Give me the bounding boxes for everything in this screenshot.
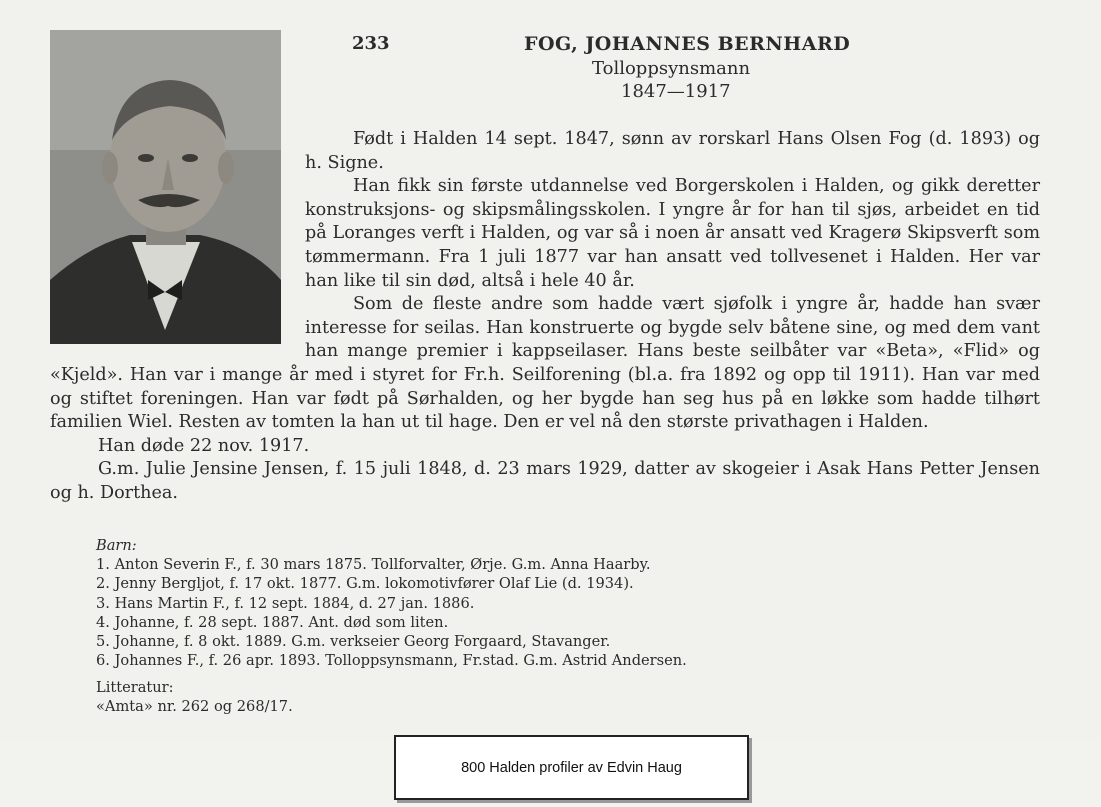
child-entry: 2. Jenny Bergljot, f. 17 okt. 1877. G.m. lokomotivfører Olaf Lie (d. 1934). (96, 575, 634, 593)
child-entry: 3. Hans Martin F., f. 12 sept. 1884, d. 27 jan. 1886. (96, 594, 475, 612)
bio-paragraph: Han døde 22 nov. 1917. (98, 435, 310, 456)
bio-paragraph: Han fikk sin første utdannelse ved Borgerskolen i Halden, og gikk deretter konstruksjons- og skipsmålingsskolen. I yngre år for han til sjøs, arbeidet en tid på Loranges verft i Halden, og var så i noen år ansatt ved Kragerø Skipsverft som tømmermann. Fra 1 juli 1877 var han ansatt ved tollvesenet i Halden. Her var han like til sin død, altså i hele 40 år. (305, 176, 1040, 291)
caption-box (394, 735, 749, 800)
child-entry: 6. Johannes F., f. 26 apr. 1893. Tolloppsynsmann, Fr.stad. G.m. Astrid Andersen. (96, 652, 687, 670)
biography (50, 128, 1040, 506)
bio-paragraph: Født i Halden 14 sept. 1847, sønn av rorskarl Hans Olsen Fog (d. 1893) og h. Signe. (305, 129, 1040, 173)
child-entry: 5. Johanne, f. 8 okt. 1889. G.m. verkseier Georg Forgaard, Stavanger. (96, 633, 611, 651)
life-years: 1847—1917 (621, 81, 731, 102)
photo-spacer (50, 128, 305, 350)
children-list (96, 536, 687, 670)
person-name: FOG, JOHANNES BERNHARD (524, 33, 851, 55)
children-heading: Barn: (96, 537, 137, 554)
child-entry: 4. Johanne, f. 28 sept. 1887. Ant. død som liten. (96, 613, 449, 631)
page-number: 233 (352, 33, 390, 54)
bio-paragraph: Som de fleste andre som hadde vært sjøfolk i yngre år, hadde han svær interesse for seilas. Han konstruerte og bygde selv båtene sine, og med dem vant han mange premier i kappseilaser. Hans beste seilbåter var «Beta», «Flid» og «Kjeld». Han var i mange år med i styret for Fr.h. Seilforening (bl.a. fra 1892 og opp til 1911). Han var med og stiftet foreningen. Han var født på Sørhalden, og her bygde han seg hus på en løkke som hadde tilhørt familien Wiel. Resten av tomten la han ut til hage. Den er vel nå den største privathagen i Halden. (50, 294, 1040, 433)
child-entry: 1. Anton Severin F., f. 30 mars 1875. Tollforvalter, Ørje. G.m. Anna Haarby. (96, 556, 651, 574)
caption-text: 800 Halden profiler av Edvin Haug (461, 759, 682, 776)
literature (96, 678, 293, 716)
bio-paragraph: G.m. Julie Jensine Jensen, f. 15 juli 1848, d. 23 mars 1929, datter av skogeier i Asak Hans Petter Jensen og h. Dorthea. (50, 459, 1040, 503)
occupation: Tolloppsynsmann (592, 58, 751, 79)
literature-entry: «Amta» nr. 262 og 268/17. (96, 698, 293, 716)
literature-heading: Litteratur: (96, 679, 174, 696)
